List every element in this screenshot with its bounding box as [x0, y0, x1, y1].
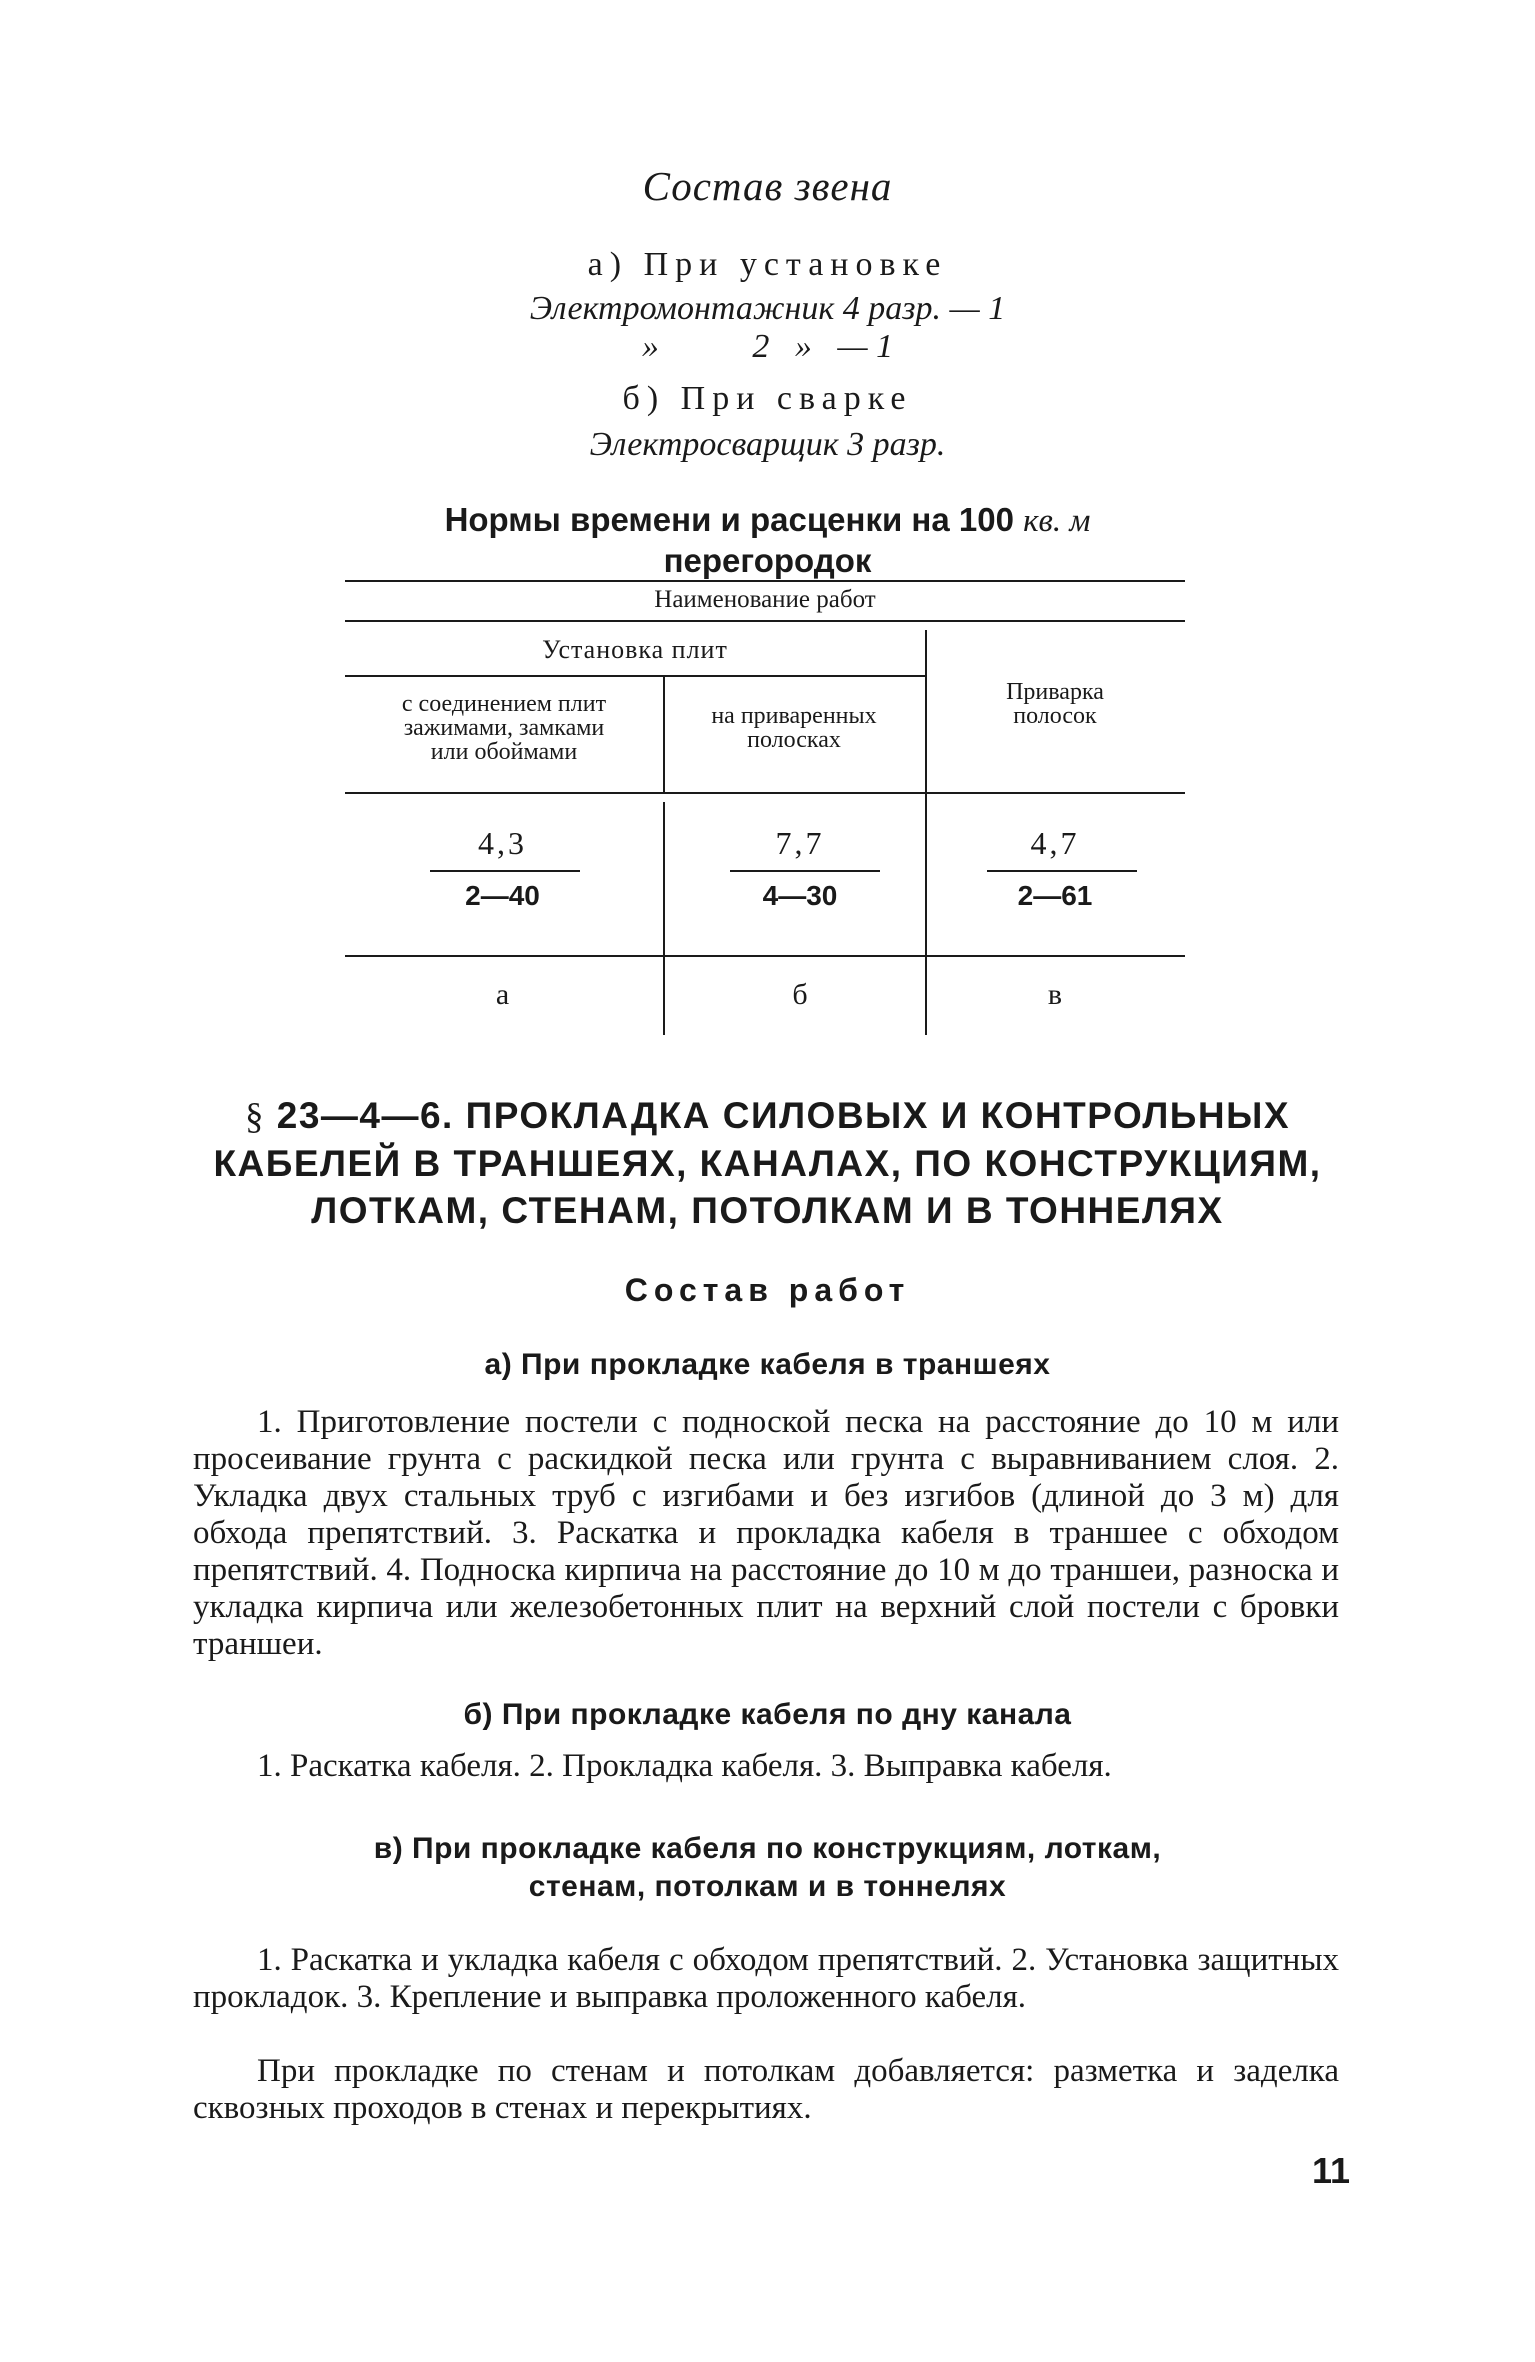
- table-rule-labels: [345, 955, 1185, 957]
- table-divider-col3: [925, 630, 927, 1035]
- table-rule-group: [345, 675, 925, 677]
- section-heading-line3: ЛОТКАМ, СТЕНАМ, ПОТОЛКАМ И В ТОННЕЛЯХ: [311, 1190, 1224, 1231]
- table-rule-top: [345, 580, 1185, 582]
- norms-table: [345, 580, 1185, 1035]
- table-header-top: Наименование работ: [654, 586, 876, 613]
- section-heading-line2: КАБЕЛЕЙ В ТРАНШЕЯХ, КАНАЛАХ, ПО КОНСТРУКЦИЯМ,: [213, 1143, 1322, 1184]
- price-c: 2—61: [1017, 880, 1093, 911]
- crew-title: Состав звена: [642, 163, 893, 209]
- price-a: 2—40: [465, 880, 540, 911]
- table-col2-header: [663, 704, 925, 752]
- col1-header-line1: с соединением плит: [401, 691, 607, 717]
- col2-header-line1: на приваренных: [711, 703, 877, 729]
- crew-a-label: а) При установке: [587, 246, 948, 283]
- subheading-c-line2: стенам, потолкам и в тоннелях: [528, 1870, 1007, 1903]
- section-heading-line1: [190, 1092, 1345, 1140]
- crew-b-line1: Электросварщик 3 разр.: [589, 426, 946, 463]
- col2-header-line2: полосках: [747, 727, 841, 753]
- table-col1-header: [345, 692, 663, 764]
- subheading-c: [190, 1830, 1345, 1906]
- subheading-b: б) При прокладке кабеля по дну канала: [463, 1698, 1072, 1731]
- column-label-a: а: [495, 978, 510, 1011]
- column-label-b: б: [792, 978, 808, 1011]
- fraction-bar-a: [430, 870, 580, 872]
- paragraph-a: 1. Приготовление постели с подноской песка на расстояние до 10 м или просеивание грунта с раскидкой песка или грунта с выравниванием слоя. 2. Укладка двух стальных труб с изгибами и без изгибов (длиной до 3 м) для обхода препятствий. 3. Раскатка и прокладка кабеля в траншее с обходом препятствий. 4. Подноска кирпича на расстояние до 10 м до траншеи, разноска и укладка кирпича или железобетонных плит на верхний слой постели с бровки траншеи.: [193, 1404, 1339, 1662]
- work-composition-title: Состав работ: [624, 1272, 911, 1308]
- table-col3-header: [925, 680, 1185, 728]
- paragraph-c2: При прокладке по стенам и потолкам добавляется: разметка и заделка сквозных проходов в стенах и перекрытиях.: [193, 2053, 1339, 2126]
- norms-title-main: Нормы времени и расценки на 100: [444, 501, 1014, 538]
- crew-a-line1: Электромонтажник 4 разр. — 1: [529, 290, 1006, 327]
- time-norm-b: 7,7: [775, 825, 825, 861]
- price-b: 4—30: [762, 880, 838, 911]
- paragraph-c1: 1. Раскатка и укладка кабеля с обходом препятствий. 2. Установка защитных прокладок. 3. Крепление и выправка проложенного кабеля.: [193, 1942, 1339, 2015]
- column-label-c: в: [1047, 978, 1063, 1011]
- section-heading-line1-text: 23—4—6. ПРОКЛАДКА СИЛОВЫХ И КОНТРОЛЬНЫХ: [276, 1095, 1291, 1136]
- section-heading: [190, 1092, 1345, 1234]
- subheading-a: а) При прокладке кабеля в траншеях: [484, 1348, 1051, 1381]
- col3-header-line1: Приварка: [1006, 679, 1104, 705]
- fraction-bar-b: [730, 870, 880, 872]
- table-rule-header: [345, 620, 1185, 622]
- fraction-bar-c: [987, 870, 1137, 872]
- crew-a-line2: » 2 » — 1: [641, 328, 894, 365]
- table-rule-body-top: [345, 792, 1185, 794]
- table-divider-col2-body: [663, 802, 665, 1035]
- table-header-group: Установка плит: [542, 635, 728, 664]
- crew-b-label: б) При сварке: [622, 380, 913, 417]
- time-norm-a: 4,3: [478, 825, 527, 861]
- section-symbol: §: [244, 1096, 265, 1137]
- page-number: 11: [1311, 2150, 1350, 2191]
- norms-title-unit: кв. м: [1023, 503, 1091, 539]
- table-divider-col2-header: [663, 675, 665, 793]
- norms-title-line2: перегородок: [663, 542, 872, 579]
- paragraph-b: 1. Раскатка кабеля. 2. Прокладка кабеля. 3. Выправка кабеля.: [257, 1748, 1112, 1784]
- col1-header-line3: или обоймами: [430, 739, 578, 765]
- col1-header-line2: зажимами, замками: [403, 715, 605, 741]
- col3-header-line2: полосок: [1013, 703, 1097, 729]
- time-norm-c: 4,7: [1030, 825, 1080, 861]
- norms-title: [0, 500, 1535, 581]
- subheading-c-line1: в) При прокладке кабеля по конструкциям, лоткам,: [373, 1832, 1162, 1865]
